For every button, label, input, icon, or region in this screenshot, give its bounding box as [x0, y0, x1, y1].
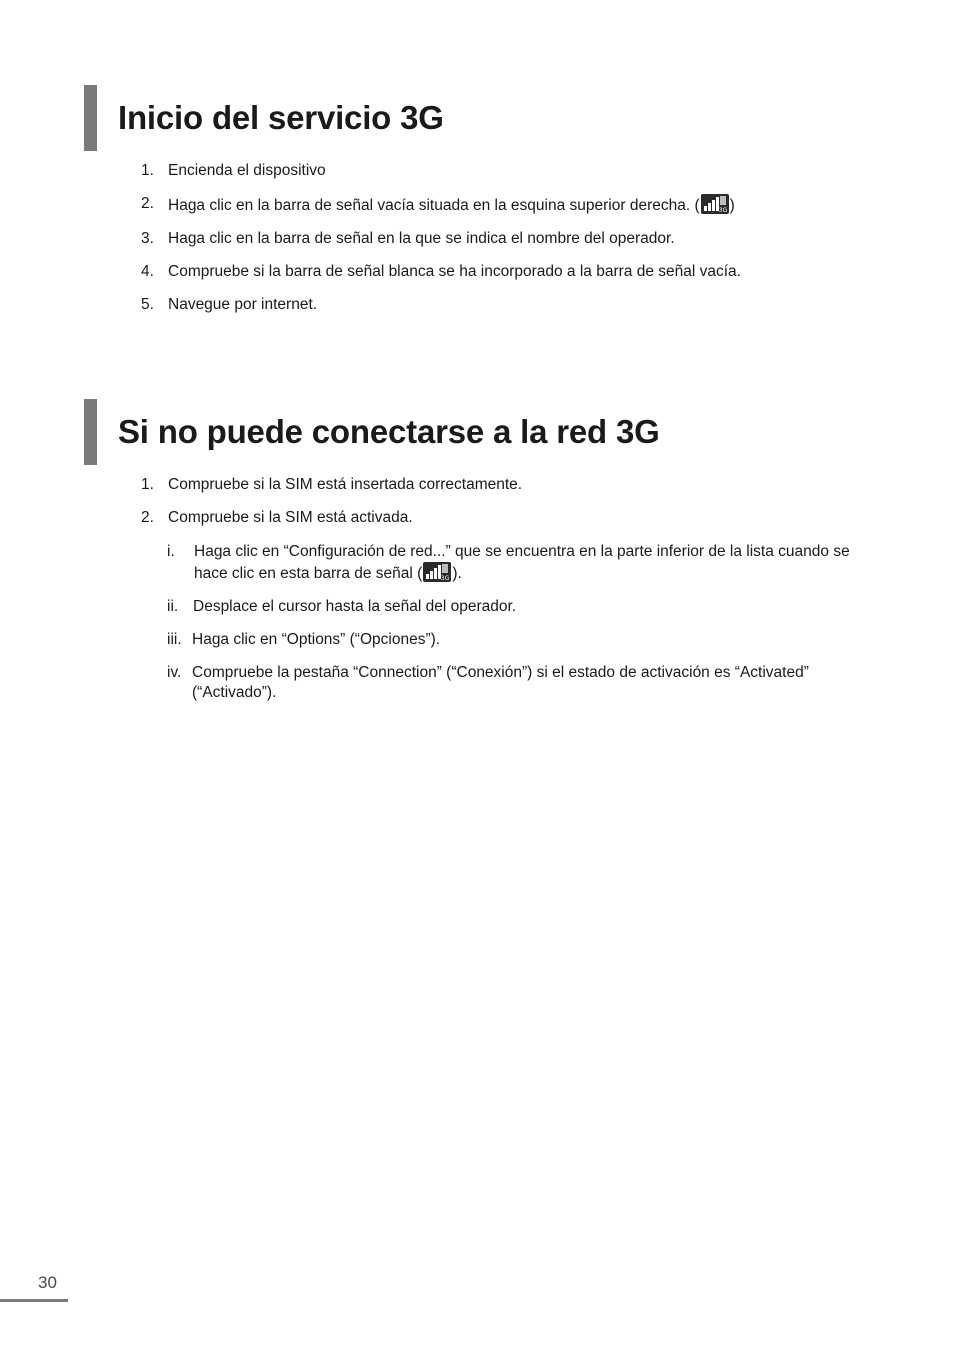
- step-text: Compruebe si la barra de señal blanca se ha incorporado a la barra de señal vacía.: [168, 263, 741, 280]
- footer-rule: [0, 1299, 68, 1302]
- list-item: [167, 597, 857, 617]
- substep-text: Compruebe la pestaña “Connection” (“Conexión”) si el estado de activación es “Activated” (“Activado”).: [192, 664, 809, 701]
- substep-text-after: ).: [452, 565, 462, 582]
- substep-text: Haga clic en “Options” (“Opciones”).: [192, 631, 441, 648]
- step-text-wrapper: [168, 194, 735, 216]
- step-text: Compruebe si la SIM está activada.: [168, 509, 413, 526]
- substep-number: iv.: [167, 664, 182, 681]
- substep-text: Desplace el cursor hasta la señal del operador.: [193, 598, 517, 615]
- step-number: 4.: [141, 263, 154, 280]
- list-item: [167, 663, 857, 703]
- step-text-after: ): [729, 197, 735, 214]
- substep-text: Haga clic en “Configuración de red...” que se encuentra en la parte inferior de la lista cuando se hace clic en esta barra de señal (: [194, 543, 850, 582]
- step-number: 2.: [141, 509, 154, 526]
- step-number: 5.: [141, 296, 154, 313]
- substep-number: ii.: [167, 598, 179, 615]
- section-accent-bar: [84, 399, 97, 465]
- step-text: Encienda el dispositivo: [168, 162, 326, 179]
- step-number: 2.: [141, 195, 154, 212]
- step-text: Navegue por internet.: [168, 296, 318, 313]
- list-item: [141, 508, 861, 528]
- section-title: Inicio del servicio 3G: [118, 99, 444, 136]
- step-text: Haga clic en la barra de señal en la que se indica el nombre del operador.: [168, 230, 675, 247]
- list-item: [141, 475, 861, 495]
- svg-text:3G: 3G: [718, 207, 727, 214]
- step-number: 3.: [141, 230, 154, 247]
- list-item: [141, 161, 861, 181]
- list-item: [141, 229, 861, 249]
- list-item: [167, 630, 857, 650]
- substep-number: i.: [167, 543, 175, 560]
- page-number: 30: [38, 1273, 57, 1292]
- signal-bars-3g-icon: [701, 194, 729, 214]
- list-item: [141, 194, 861, 216]
- step-number: 1.: [141, 476, 154, 493]
- step-text: Compruebe si la SIM está insertada correctamente.: [168, 476, 523, 493]
- steps-list-troubleshoot: [141, 475, 861, 541]
- substep-number: iii.: [167, 631, 182, 648]
- list-item: [141, 295, 861, 315]
- svg-text:3G: 3G: [441, 575, 450, 582]
- list-item: [167, 542, 857, 584]
- section-header-troubleshoot: [84, 399, 660, 465]
- section-accent-bar: [84, 85, 97, 151]
- substep-text-wrapper: [194, 542, 857, 584]
- section-title: Si no puede conectarse a la red 3G: [118, 413, 660, 450]
- substeps-list: [167, 542, 857, 716]
- step-number: 1.: [141, 162, 154, 179]
- signal-bars-3g-icon: [423, 562, 451, 582]
- list-item: [141, 262, 861, 282]
- section-header-inicio: [84, 85, 444, 151]
- steps-list-inicio: [141, 161, 861, 328]
- step-text: Haga clic en la barra de señal vacía situada en la esquina superior derecha. (: [168, 197, 700, 214]
